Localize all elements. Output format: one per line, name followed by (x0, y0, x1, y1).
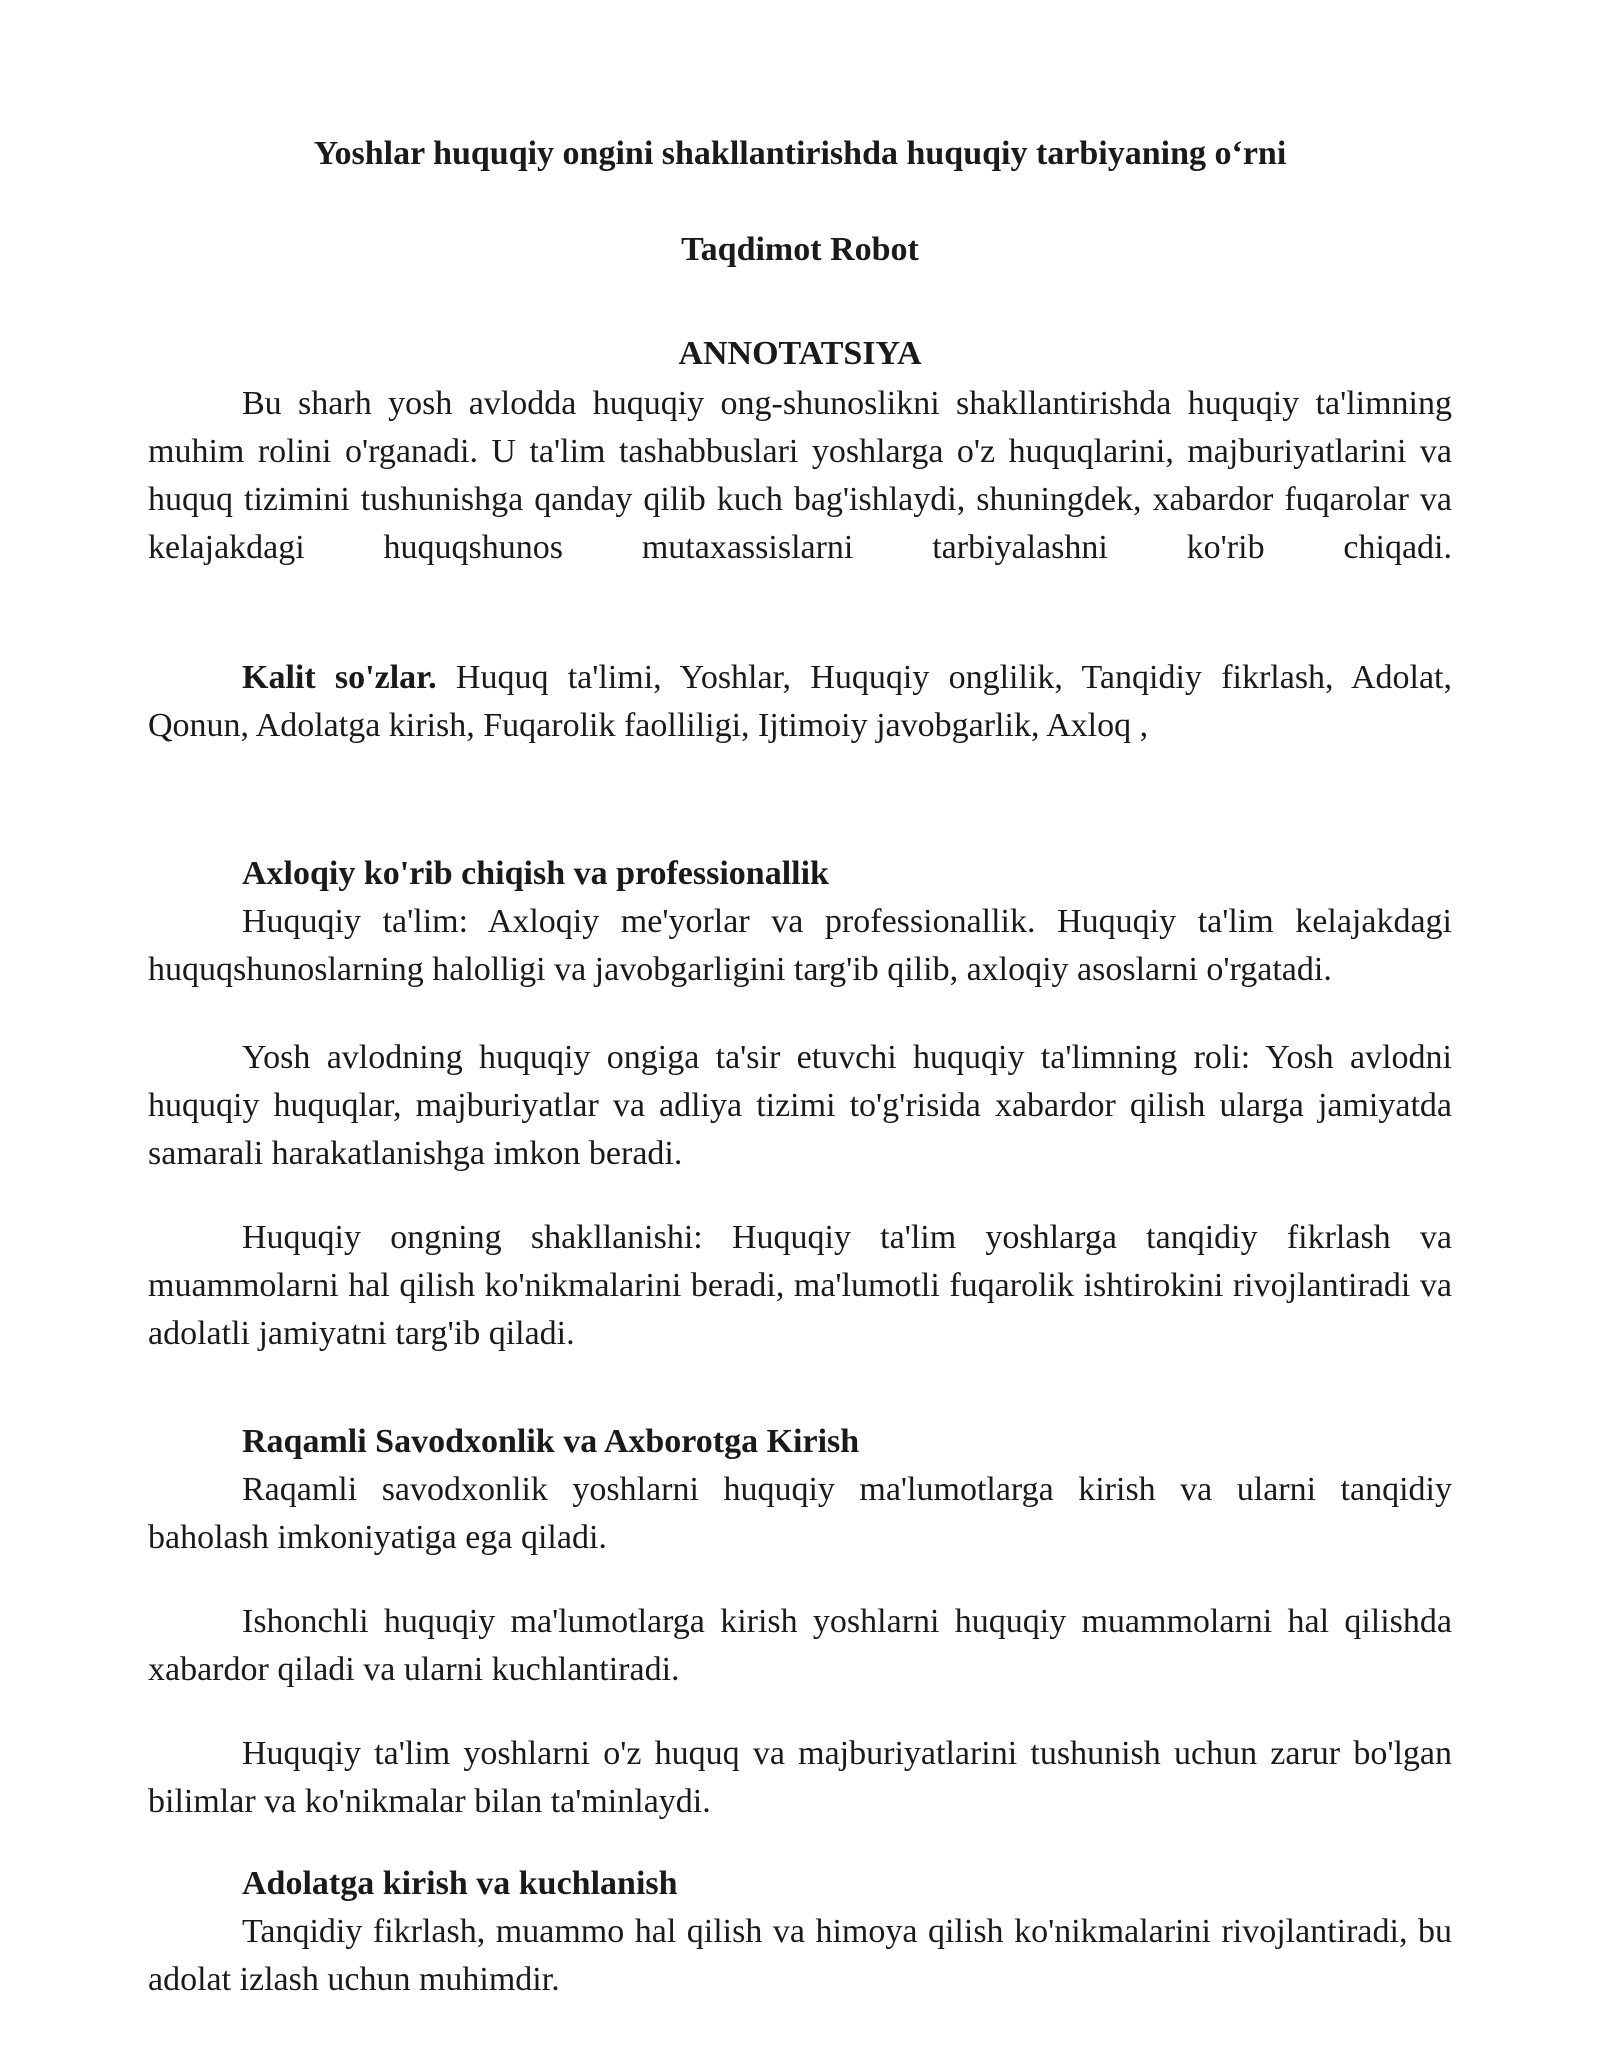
annotation-heading: ANNOTATSIYA (678, 335, 922, 372)
keywords-text: Huquq ta'limi, Yoshlar, Huquqiy onglilik, Tanqidiy fikrlash, Adolat, Qonun, Adolatga kirish, Fuqarolik faolliligi, Ijtimoiy javobgarlik, Axloq , (148, 659, 1452, 744)
section-paragraph: Yosh avlodning huquqiy ongiga ta'sir etuvchi huquqiy ta'limning roli: Yosh avlodni huquqiy huquqlar, majburiyatlar va adliya tizimi to'g'risida xabardor qilish ularga jamiyatda samarali harakatlanishga imkon beradi. (148, 1039, 1452, 1172)
document-title: Yoshlar huquqiy ongini shakllantirishda huquqiy tarbiyaning o‘rni (313, 135, 1287, 172)
section-paragraph: Ishonchli huquqiy ma'lumotlarga kirish yoshlarni huquqiy muammolarni hal qilishda xabardor qiladi va ularni kuchlantiradi. (148, 1603, 1452, 1688)
keywords-label: Kalit so'zlar. (242, 659, 437, 696)
section-paragraph: Huquqiy ongning shakllanishi: Huquqiy ta'lim yoshlarga tanqidiy fikrlash va muammolarni hal qilish ko'nikmalarini beradi, ma'lumotli fuqarolik ishtirokini rivojlantiradi va adolatli jamiyatni targ'ib qiladi. (148, 1219, 1452, 1352)
section-paragraph: Huquqiy ta'lim: Axloqiy me'yorlar va professionallik. Huquqiy ta'lim kelajakdagi huquqshunoslarning halolligi va javobgarligini targ'ib qilib, axloqiy asoslarni o'rgatadi. (148, 903, 1452, 988)
section-paragraph: Raqamli savodxonlik yoshlarni huquqiy ma'lumotlarga kirish va ularni tanqidiy baholash imkoniyatiga ega qiladi. (148, 1471, 1452, 1556)
section-heading: Raqamli Savodxonlik va Axborotga Kirish (242, 1423, 860, 1460)
annotation-paragraph: Bu sharh yosh avlodda huquqiy ong-shunoslikni shakllantirishda huquqiy ta'limning muhim rolini o'rganadi. U ta'lim tashabbuslari yoshlarga o'z huquqlarini, majburiyatlarini va huquq tizimini tushunishga qanday qilib kuch bag'ishlaydi, shuningdek, xabardor fuqarolar va kelajakdagi huquqshunos mutaxassislarni tarbiyalashni ko'rib chiqadi. (148, 385, 1452, 566)
section-paragraph: Huquqiy ta'lim yoshlarni o'z huquq va majburiyatlarini tushunish uchun zarur bo'lgan bilimlar va ko'nikmalar bilan ta'minlaydi. (148, 1735, 1452, 1820)
section-heading: Axloqiy ko'rib chiqish va professionallik (242, 855, 829, 892)
section-heading: Adolatga kirish va kuchlanish (242, 1865, 678, 1902)
keywords-paragraph (148, 654, 1452, 750)
document-author: Taqdimot Robot (681, 231, 919, 268)
section-paragraph: Tanqidiy fikrlash, muammo hal qilish va himoya qilish ko'nikmalarini rivojlantiradi, bu adolat izlash uchun muhimdir. (148, 1913, 1452, 1998)
